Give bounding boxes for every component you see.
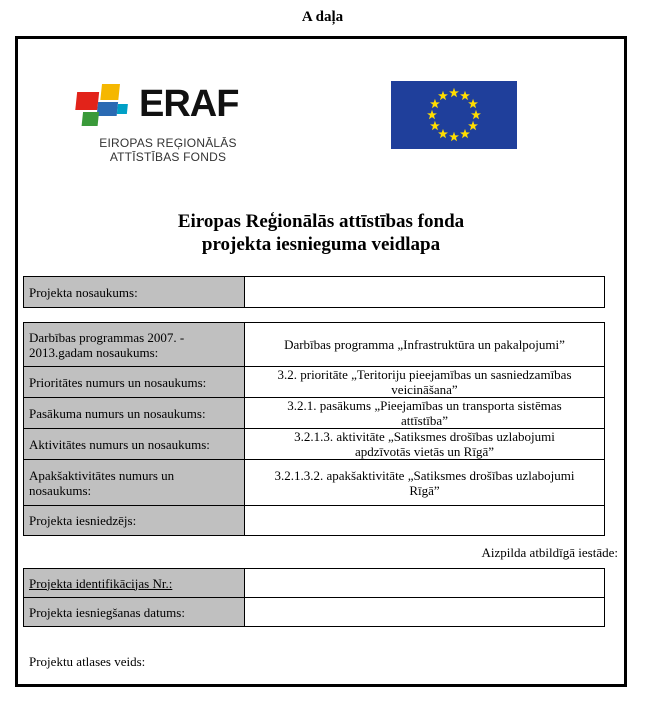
eraf-wordmark: ERAF: [139, 83, 239, 125]
measure-label: Pasākuma numurs un nosaukums:: [24, 398, 245, 429]
activity-value[interactable]: 3.2.1.3. aktivitāte „Satiksmes drošības uzlabojumi apdzīvotās vietās un Rīgā”: [245, 429, 605, 460]
selection-type-label: Projektu atlases veids:: [29, 654, 146, 669]
table-row: [24, 323, 605, 367]
project-name-table: [23, 276, 605, 308]
priority-value[interactable]: 3.2. prioritāte „Teritoriju pieejamības un sasniedzamības veicināšana”: [245, 367, 605, 398]
table-row: [24, 569, 605, 598]
table-row: [24, 429, 605, 460]
table-row: [24, 277, 605, 308]
activity-label: Aktivitātes numurs un nosaukums:: [24, 429, 245, 460]
measure-value[interactable]: 3.2.1. pasākums „Pieejamības un transporta sistēmas attīstība”: [245, 398, 605, 429]
submission-date-field[interactable]: [245, 598, 605, 627]
sub-activity-label: Apakšaktivitātes numurs un nosaukums:: [24, 460, 245, 506]
priority-label: Prioritātes numurs un nosaukums:: [24, 367, 245, 398]
project-id-label: Projekta identifikācijas Nr.:: [24, 569, 245, 598]
table-row: [24, 367, 605, 398]
project-name-field[interactable]: [245, 277, 605, 308]
eraf-logo-mark-icon: [74, 84, 136, 130]
program-value[interactable]: Darbības programma „Infrastruktūra un pakalpojumi”: [245, 323, 605, 367]
eraf-subtitle-line2: ATTĪSTĪBAS FONDS: [109, 150, 227, 164]
eu-flag-icon: [391, 81, 517, 149]
project-id-field[interactable]: [245, 569, 605, 598]
form-title-line1: Eiropas Reģionālās attīstības fonda: [177, 211, 465, 232]
form-title-line2: projekta iesnieguma veidlapa: [201, 234, 441, 255]
table-row: [24, 598, 605, 627]
responsible-authority-note: Aizpilda atbildīgā iestāde:: [481, 545, 618, 560]
table-row: [24, 506, 605, 536]
form-frame: [15, 36, 627, 687]
part-label: A daļa: [301, 9, 344, 25]
sub-activity-value[interactable]: 3.2.1.3.2. apakšaktivitāte „Satiksmes drošības uzlabojumi Rīgā”: [245, 460, 605, 506]
table-row: [24, 460, 605, 506]
table-row: [24, 398, 605, 429]
eraf-subtitle-line1: EIROPAS REĢIONĀLĀS: [99, 136, 237, 150]
program-details-table: [23, 322, 605, 536]
applicant-field[interactable]: [245, 506, 605, 536]
applicant-label: Projekta iesniedzējs:: [24, 506, 245, 536]
eraf-logo: [74, 84, 254, 174]
submission-date-label: Projekta iesniegšanas datums:: [24, 598, 245, 627]
program-label: Darbības programmas 2007. - 2013.gadam nosaukums:: [24, 323, 245, 367]
project-name-label: Projekta nosaukums:: [24, 277, 245, 308]
identification-table: [23, 568, 605, 627]
